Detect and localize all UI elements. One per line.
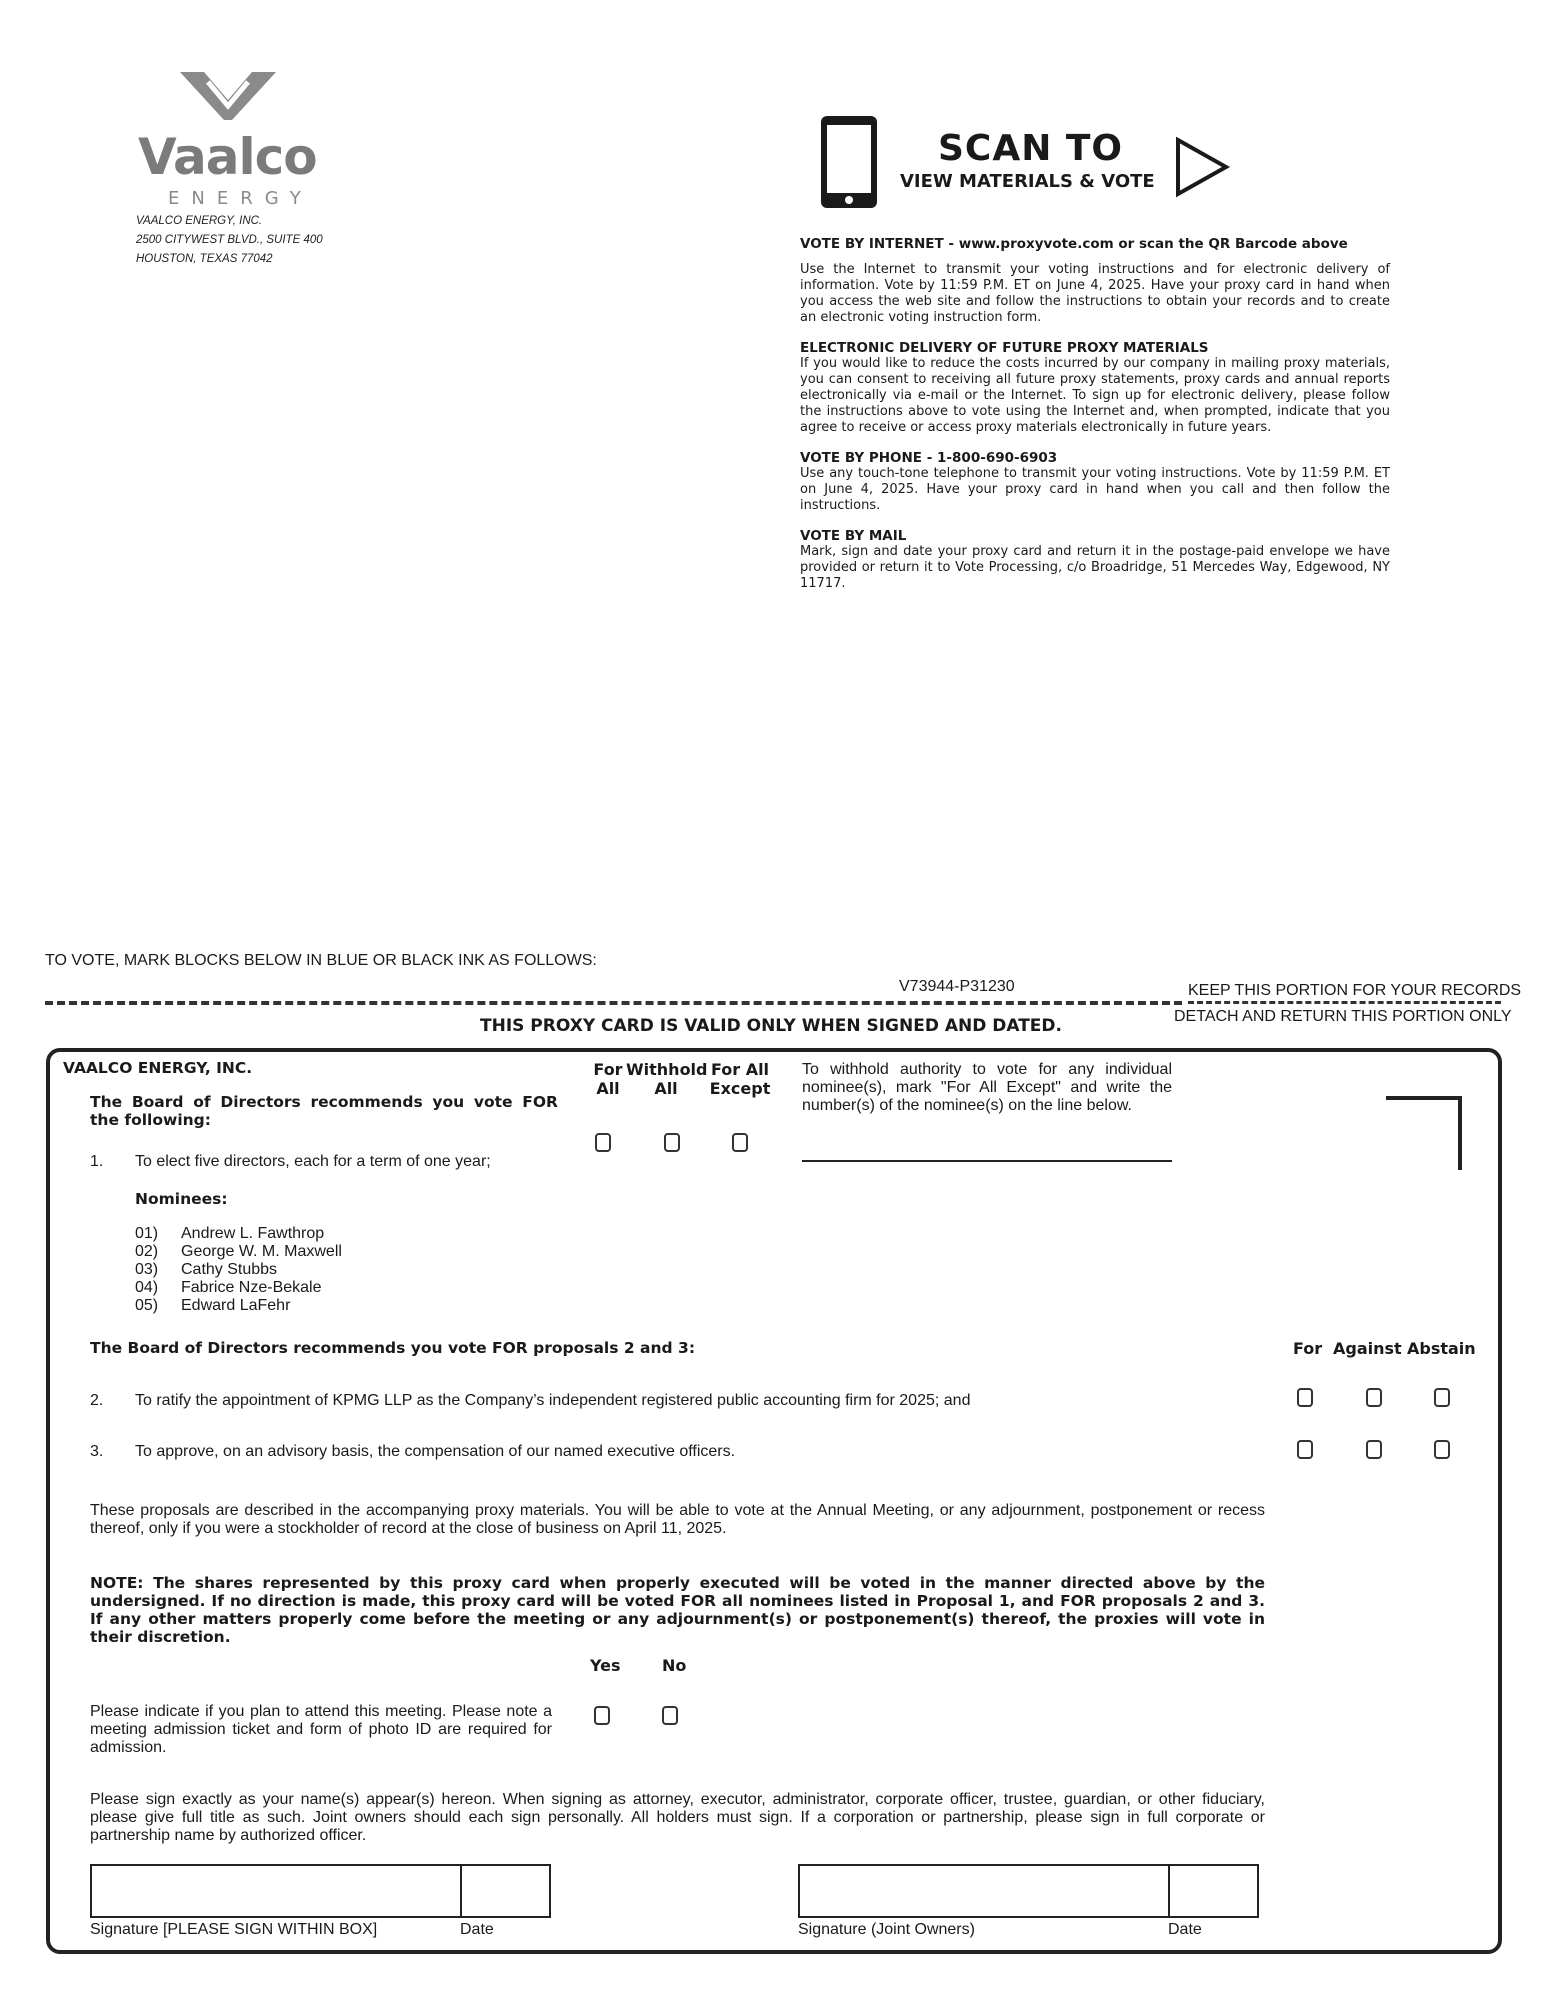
vote-internet-heading: VOTE BY INTERNET - www.proxyvote.com or scan the QR Barcode above xyxy=(800,236,1348,252)
proposal-1-number: 1. xyxy=(90,1153,104,1170)
scan-subtitle: VIEW MATERIALS & VOTE xyxy=(900,171,1155,192)
scan-title: SCAN TO xyxy=(938,128,1124,169)
voting-options xyxy=(800,236,1390,592)
nominee-number: 04) xyxy=(135,1279,159,1296)
mark-blocks-instruction: TO VOTE, MARK BLOCKS BELOW IN BLUE OR BLACK INK AS FOLLOWS: xyxy=(45,952,597,969)
joint-date-label: Date xyxy=(1168,1921,1202,1938)
logo-chevron-icon xyxy=(178,70,278,122)
signature-label: Signature [PLEASE SIGN WITHIN BOX] xyxy=(90,1921,378,1938)
address-line: 2500 CITYWEST BLVD., SUITE 400 xyxy=(136,234,323,246)
joint-signature-date-divider xyxy=(1168,1864,1170,1918)
col-withhold-all xyxy=(626,1060,706,1098)
joint-signature-box[interactable] xyxy=(798,1864,1259,1918)
detach-portion-label: DETACH AND RETURN THIS PORTION ONLY xyxy=(1174,1008,1512,1025)
col-for-all xyxy=(588,1060,628,1098)
nominee-number: 02) xyxy=(135,1243,159,1260)
nominee-row xyxy=(135,1225,342,1243)
checkbox-p2-against[interactable] xyxy=(1366,1388,1382,1407)
nominee-name: Edward LaFehr xyxy=(181,1297,291,1314)
vote-internet-text: Use the Internet to transmit your voting instructions and for electronic delivery of information. Vote by 11:59 P.M. ET on June 4, 2025. Have your proxy card in hand when you access the web site and follow the instructions to obtain your records and to create an electronic voting instruction form. xyxy=(800,262,1390,325)
col-abstain: Abstain xyxy=(1407,1339,1476,1358)
electronic-delivery xyxy=(800,340,1390,436)
company-address xyxy=(136,212,323,269)
proposal-3-number: 3. xyxy=(90,1443,104,1460)
col-for-all-except-line1: For All xyxy=(710,1060,770,1079)
vote-phone xyxy=(800,450,1390,514)
col-withhold-all-line1: Withhold xyxy=(626,1060,708,1079)
play-arrow-icon xyxy=(1174,136,1232,198)
signature-date-divider xyxy=(460,1864,462,1918)
date-label: Date xyxy=(460,1921,494,1938)
valid-notice: THIS PROXY CARD IS VALID ONLY WHEN SIGNED AND DATED. xyxy=(480,1016,1062,1036)
logo-subtitle: ENERGY xyxy=(168,188,313,209)
joint-signature-label: Signature (Joint Owners) xyxy=(798,1921,975,1938)
phone-icon xyxy=(818,113,880,211)
checkbox-attend-no[interactable] xyxy=(662,1706,678,1725)
proposal-2-number: 2. xyxy=(90,1392,104,1409)
keep-portion-underline xyxy=(1188,1001,1501,1004)
proposal-1-text: To elect five directors, each for a term of one year; xyxy=(135,1153,491,1170)
vote-mail-heading: VOTE BY MAIL xyxy=(800,528,907,544)
vote-mail-text: Mark, sign and date your proxy card and return it in the postage-paid envelope we have provided or return it to Vote Processing, c/o Broadridge, 51 Mercedes Way, Edgewood, NY 11717. xyxy=(800,544,1390,591)
nominee-row xyxy=(135,1279,342,1297)
col-no: No xyxy=(662,1656,687,1675)
nominee-number: 03) xyxy=(135,1261,159,1278)
control-code: V73944-P31230 xyxy=(899,978,1015,995)
attend-question: Please indicate if you plan to attend this meeting. Please note a meeting admission ticket and form of photo ID are required for admission. xyxy=(90,1703,552,1756)
nominee-name: George W. M. Maxwell xyxy=(181,1243,342,1260)
board-recommendation-2: The Board of Directors recommends you vote FOR proposals 2 and 3: xyxy=(90,1339,696,1357)
checkbox-p3-for[interactable] xyxy=(1297,1440,1313,1459)
registration-corner-mark xyxy=(1386,1096,1462,1170)
sign-instructions: Please sign exactly as your name(s) appear(s) hereon. When signing as attorney, executor, administrator, corporate officer, trustee, guardian, or other fiduciary, please give full title as such. Joint owners should each sign personally. All holders must sign. If a corporation or partnership, please sign in full corporate or partnership name by authorized officer. xyxy=(90,1791,1265,1844)
nominee-row xyxy=(135,1243,342,1261)
nominee-row xyxy=(135,1261,342,1279)
col-yes: Yes xyxy=(590,1656,621,1675)
vote-phone-heading: VOTE BY PHONE - 1-800-690-6903 xyxy=(800,450,1058,466)
vote-mail xyxy=(800,528,1390,592)
electronic-delivery-text: If you would like to reduce the costs incurred by our company in mailing proxy materials, you can consent to receiving all future proxy statements, proxy cards and annual reports electronically via e-mail or the Internet. To sign up for electronic delivery, please follow the instructions above to vote using the Internet and, when prompted, indicate that you agree to receive or access proxy materials electronically in future years. xyxy=(800,356,1390,435)
proposal-3-text: To approve, on an advisory basis, the compensation of our named executive officers. xyxy=(135,1443,736,1460)
checkbox-for-all[interactable] xyxy=(595,1133,611,1152)
nominee-name: Fabrice Nze-Bekale xyxy=(181,1279,322,1296)
nominee-list xyxy=(135,1225,342,1315)
electronic-delivery-heading: ELECTRONIC DELIVERY OF FUTURE PROXY MATERIALS xyxy=(800,340,1209,356)
col-for-all-except-line2: Except xyxy=(709,1079,771,1098)
keep-portion-label: KEEP THIS PORTION FOR YOUR RECORDS xyxy=(1188,982,1522,999)
vote-phone-text: Use any touch-tone telephone to transmit your voting instructions. Vote by 11:59 P.M. ET on June 4, 2025. Have your proxy card in hand when you call and then follow the instructions. xyxy=(800,466,1390,513)
checkbox-p2-for[interactable] xyxy=(1297,1388,1313,1407)
col-withhold-all-line2: All xyxy=(654,1079,678,1098)
checkbox-attend-yes[interactable] xyxy=(594,1706,610,1725)
col-for-all-line1: For xyxy=(593,1060,623,1079)
checkbox-p3-against[interactable] xyxy=(1366,1440,1382,1459)
company-logo xyxy=(138,70,328,210)
nominee-number: 01) xyxy=(135,1225,159,1242)
proposals-described: These proposals are described in the accompanying proxy materials. You will be able to vote at the Annual Meeting, or any adjournment, postponement or recess thereof, only if you were a stockholder of record at the close of business on April 11, 2025. xyxy=(90,1502,1265,1537)
col-for-all-except xyxy=(705,1060,775,1098)
col-for-all-line2: All xyxy=(596,1079,620,1098)
proxy-note: NOTE: The shares represented by this proxy card when properly executed will be voted in the manner directed above by the undersigned. If no direction is made, this proxy card will be voted FOR all nominees listed in Proposal 1, and FOR proposals 2 and 3. If any other matters properly come before the meeting or any adjournment(s) or postponement(s) thereof, the proxies will vote in their discretion. xyxy=(90,1574,1265,1646)
nominee-name: Cathy Stubbs xyxy=(181,1261,278,1278)
nominee-name: Andrew L. Fawthrop xyxy=(181,1225,325,1242)
detach-line xyxy=(45,1001,1182,1005)
checkbox-p3-abstain[interactable] xyxy=(1434,1440,1450,1459)
vote-internet xyxy=(800,236,1390,326)
checkbox-for-all-except[interactable] xyxy=(732,1133,748,1152)
proposal-2-text: To ratify the appointment of KPMG LLP as the Company’s independent registered public accounting firm for 2025; and xyxy=(135,1392,971,1409)
nominee-number: 05) xyxy=(135,1297,159,1314)
address-line: HOUSTON, TEXAS 77042 xyxy=(136,253,273,265)
card-company: VAALCO ENERGY, INC. xyxy=(63,1059,253,1077)
checkbox-p2-abstain[interactable] xyxy=(1434,1388,1450,1407)
board-recommendation-1: The Board of Directors recommends you vote FOR the following: xyxy=(90,1093,558,1129)
nominee-exception-line[interactable] xyxy=(802,1160,1172,1162)
logo-wordmark: Vaalco xyxy=(138,128,317,186)
col-for: For xyxy=(1293,1339,1323,1358)
withhold-note: To withhold authority to vote for any individual nominee(s), mark "For All Except" and write the number(s) of the nominee(s) on the line below. xyxy=(802,1061,1172,1114)
address-line: VAALCO ENERGY, INC. xyxy=(136,215,263,227)
nominee-row xyxy=(135,1297,342,1315)
checkbox-withhold-all[interactable] xyxy=(664,1133,680,1152)
nominees-label: Nominees: xyxy=(135,1190,228,1208)
col-against: Against xyxy=(1333,1339,1402,1358)
signature-box[interactable] xyxy=(90,1864,551,1918)
